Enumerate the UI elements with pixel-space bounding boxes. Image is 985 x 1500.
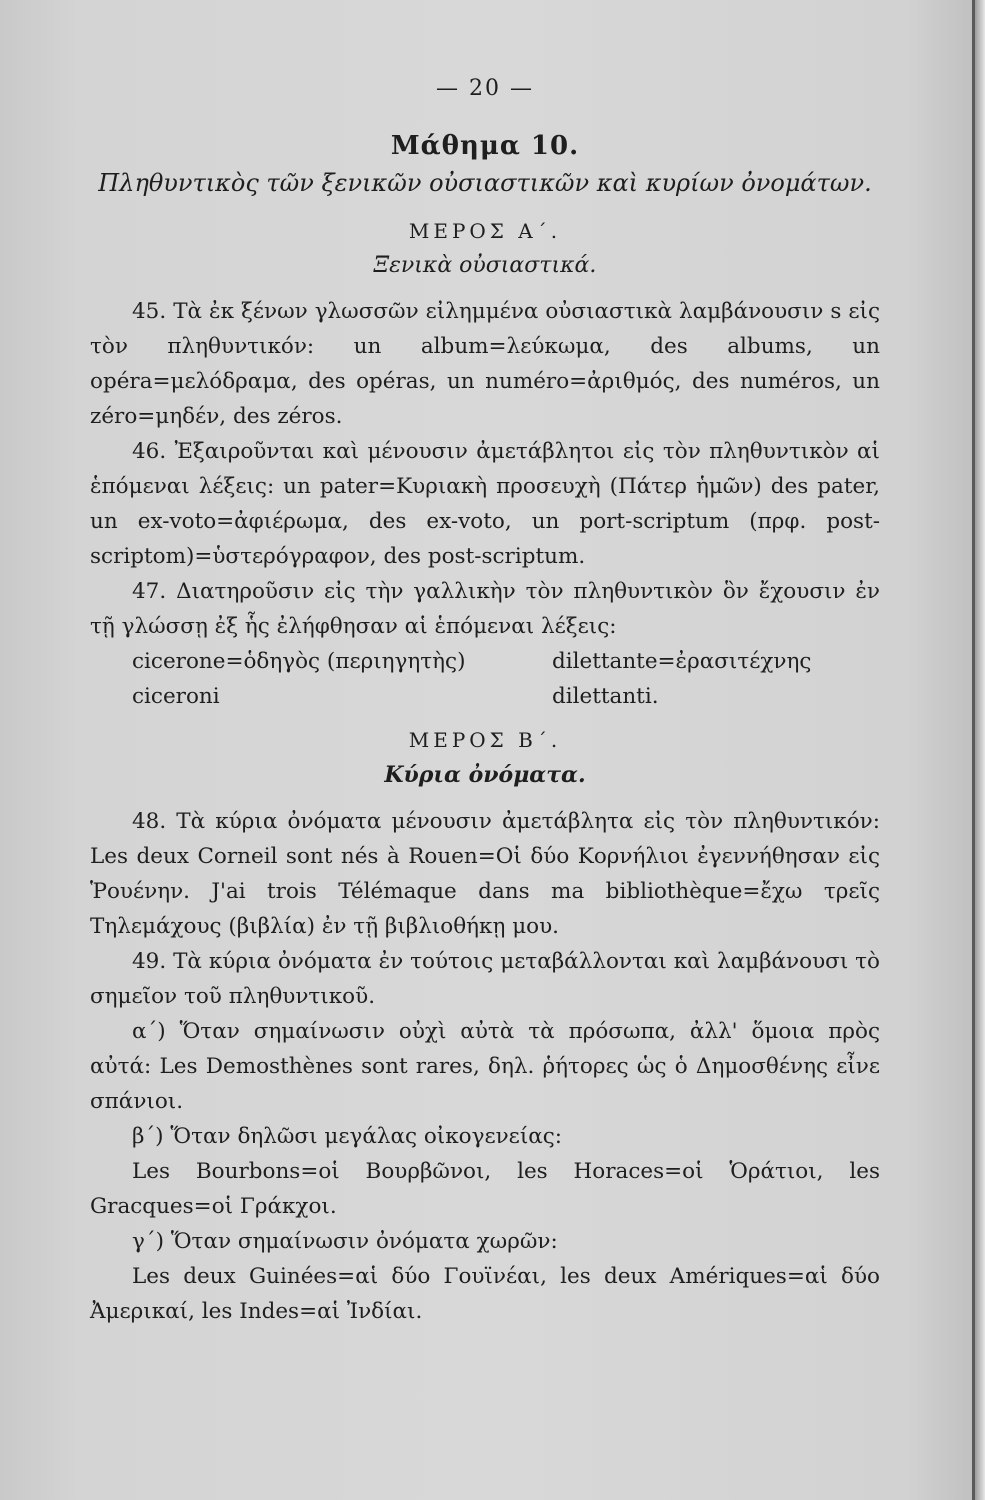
- word-pairs: [90, 644, 880, 714]
- paragraph-46: 46. Ἐξαιροῦνται καὶ μένουσιν ἀμετάβλητοι εἰς τὸν πληθυντικὸν αἱ ἑπόμεναι λέξεις: un pater=Κυριακὴ προσευχὴ (Πάτερ ἡμῶν) des pater, un ex-voto=ἀφιέρωμα, des ex-voto, un port-scriptum (πρφ. post-scriptom)=ὑστερόγραφον, des post-scriptum.: [90, 439, 880, 569]
- paragraph-49c-examples: Les deux Guinées=αἱ δύο Γουϊνέαι, les deux Amériques=αἱ δύο Ἀμερικαί, les Indes=αἱ Ἰνδίαι.: [90, 1264, 880, 1324]
- paragraph-49a: α΄) Ὅταν σημαίνωσιν οὐχὶ αὐτὰ τὰ πρόσωπα, ἀλλ' ὅμοια πρὸς αὐτά: Les Demosthènes sont rares, δηλ. ῥήτορες ὡς ὁ Δημοσθένης εἶνε σπάνιοι.: [90, 1019, 880, 1114]
- paragraph-49: 49. Τὰ κύρια ὀνόματα ἐν τούτοις μεταβάλλονται καὶ λαμβάνουσι τὸ σημεῖον τοῦ πληθυντικοῦ.: [90, 949, 880, 1009]
- lesson-subtitle: Πληθυντικὸς τῶν ξενικῶν οὐσιαστικῶν καὶ κυρίων ὀνομάτων.: [98, 169, 872, 197]
- part-a-heading: ΜΕΡΟΣ Α΄.: [408, 219, 562, 243]
- pair-left: ciceroni: [132, 684, 220, 709]
- paragraph-45: 45. Τὰ ἐκ ξένων γλωσσῶν εἰλημμένα οὐσιαστικὰ λαμβάνουσιν s εἰς τὸν πληθυντικόν: un album=λεύκωμα, des albums, un opéra=μελόδραμα, des opéras, un numéro=ἀριθμός, des numéros, un zéro=μηδέν, des zéros.: [90, 299, 880, 429]
- paragraph-49c: γ΄) Ὅταν σημαίνωσιν ὀνόματα χωρῶν:: [132, 1229, 558, 1254]
- paragraph-47: 47. Διατηροῦσιν εἰς τὴν γαλλικὴν τὸν πληθυντικὸν ὃν ἔχουσιν ἐν τῇ γλώσσῃ ἐξ ἧς ἐλήφθησαν αἱ ἑπόμεναι λέξεις:: [90, 579, 880, 639]
- paragraph-48: 48. Τὰ κύρια ὀνόματα μένουσιν ἀμετάβλητα εἰς τὸν πληθυντικόν: Les deux Corneil sont nés à Rouen=Οἱ δύο Κορνήλιοι ἐγεννήθησαν εἰς Ῥουένην. J'ai trois Télémaque dans ma bibliothèque=ἔχω τρεῖς Τηλεμάχους (βιβλία) ἐν τῇ βιβλιοθήκῃ μου.: [90, 809, 880, 939]
- lesson-title: Μάθημα 10.: [390, 131, 580, 161]
- paragraph-49b: β΄) Ὅταν δηλῶσι μεγάλας οἰκογενείας:: [132, 1124, 563, 1149]
- part-b-title: Κύρια ὀνόματα.: [384, 762, 586, 788]
- page-edge: [975, 0, 985, 1500]
- pair-left: cicerone=ὁδηγὸς (περιηγητὴς): [132, 649, 466, 674]
- spine-line: [972, 0, 975, 1500]
- pair-right: dilettante=ἐρασιτέχνης: [552, 649, 812, 674]
- page-content: [90, 76, 880, 1329]
- pair-right: dilettanti.: [552, 684, 659, 709]
- part-b-heading: ΜΕΡΟΣ Β΄.: [408, 728, 562, 752]
- part-a-title: Ξενικὰ οὐσιαστικά.: [373, 253, 597, 278]
- page-number: — 20 —: [436, 76, 534, 101]
- paragraph-49b-examples: Les Bourbons=οἱ Βουρβῶνοι, les Horaces=οἱ Ὁράτιοι, les Gracques=οἱ Γράκχοι.: [90, 1159, 880, 1219]
